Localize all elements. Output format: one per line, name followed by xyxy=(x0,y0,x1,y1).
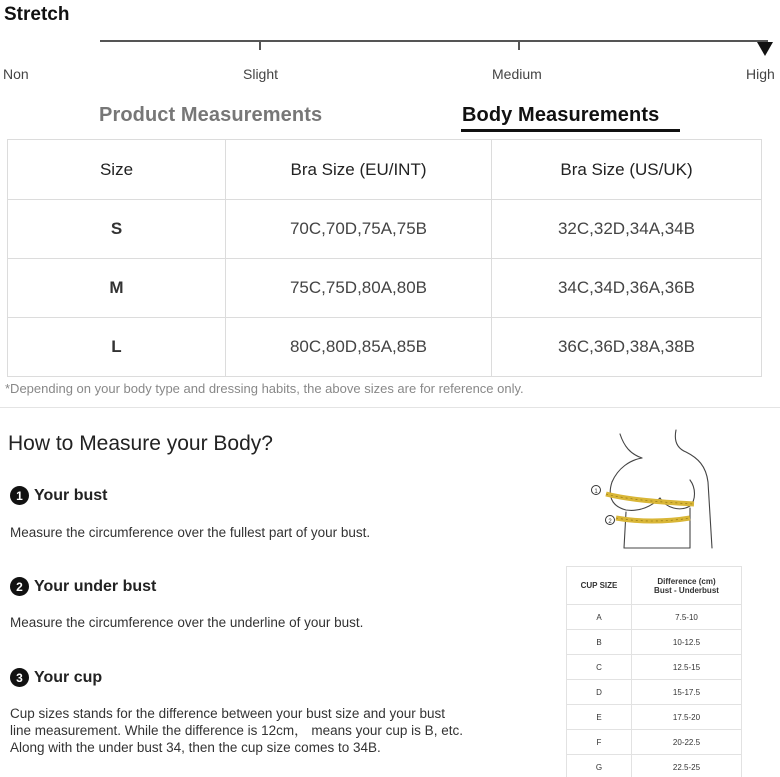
active-tab-underline xyxy=(461,129,680,132)
cup-size-table xyxy=(566,566,742,777)
table-row xyxy=(567,605,742,630)
table-row xyxy=(8,200,762,259)
section-divider xyxy=(0,407,780,408)
diff-cell: 22.5-25 xyxy=(632,755,742,777)
cup-header-line: Difference (cm) xyxy=(657,576,716,586)
size-table-header-eu: Bra Size (EU/INT) xyxy=(226,140,492,200)
table-row xyxy=(567,680,742,705)
diff-cell: 20-22.5 xyxy=(632,730,742,755)
step-cup-description xyxy=(10,705,463,756)
size-table-header-size: Size xyxy=(8,140,226,200)
diff-cell: 10-12.5 xyxy=(632,630,742,655)
step-bust-description: Measure the circumference over the fullest part of your bust. xyxy=(10,525,371,540)
step-title: Your cup xyxy=(34,668,103,686)
diff-cell: 12.5-15 xyxy=(632,655,742,680)
cup-cell: B xyxy=(567,630,632,655)
figure-label-one: 1 xyxy=(594,489,598,495)
eu-size-cell: 75C,75D,80A,80B xyxy=(226,259,492,318)
step-bust-heading xyxy=(10,486,107,505)
size-table xyxy=(7,139,762,377)
table-row xyxy=(567,655,742,680)
tab-body-measurements[interactable]: Body Measurements xyxy=(462,104,660,126)
table-row xyxy=(567,730,742,755)
cup-cell: F xyxy=(567,730,632,755)
cup-cell: G xyxy=(567,755,632,777)
table-row xyxy=(567,705,742,730)
diff-cell: 7.5-10 xyxy=(632,605,742,630)
number-one-icon: 1 xyxy=(10,486,29,505)
us-size-cell: 32C,32D,34A,34B xyxy=(492,200,762,259)
table-row xyxy=(8,318,762,377)
stretch-label-non: Non xyxy=(3,66,29,82)
how-to-measure-title: How to Measure your Body? xyxy=(8,432,273,455)
step-under-bust-description: Measure the circumference over the underline of your bust. xyxy=(10,615,364,630)
stretch-selected-marker-icon xyxy=(757,42,773,56)
table-row xyxy=(567,630,742,655)
cup-cell: A xyxy=(567,605,632,630)
cup-cell: E xyxy=(567,705,632,730)
diff-cell: 15-17.5 xyxy=(632,680,742,705)
stretch-label-slight: Slight xyxy=(243,66,279,82)
table-row xyxy=(567,755,742,777)
us-size-cell: 36C,36D,38A,38B xyxy=(492,318,762,377)
step-cup-line: line measurement. While the difference is 12cm， means your cup is B, etc. xyxy=(10,723,463,738)
cup-size-table-container xyxy=(566,566,742,777)
step-title: Your under bust xyxy=(34,577,157,595)
cup-header-line: Bust - Underbust xyxy=(654,585,719,595)
step-cup-line: Along with the under bust 34, then the cup size comes to 34B. xyxy=(10,740,381,755)
stretch-title: Stretch xyxy=(4,4,70,25)
cup-table-header-diff xyxy=(632,567,742,605)
cup-table-header-cup: CUP SIZE xyxy=(567,567,632,605)
tab-product-measurements[interactable]: Product Measurements xyxy=(99,104,323,126)
size-cell: M xyxy=(8,259,226,318)
eu-size-cell: 80C,80D,85A,85B xyxy=(226,318,492,377)
cup-cell: C xyxy=(567,655,632,680)
stretch-tick-slight xyxy=(259,41,261,50)
cup-cell: D xyxy=(567,680,632,705)
bust-measurement-illustration xyxy=(590,428,720,552)
table-row xyxy=(8,259,762,318)
size-cell: L xyxy=(8,318,226,377)
number-three-icon: 3 xyxy=(10,668,29,687)
stretch-scale-line xyxy=(100,40,768,42)
cup-table-header-row xyxy=(567,567,742,605)
step-cup-line: Cup sizes stands for the difference between your bust size and your bust xyxy=(10,706,445,721)
size-table-header-row xyxy=(8,140,762,200)
size-disclaimer: *Depending on your body type and dressing habits, the above sizes are for reference only. xyxy=(5,381,524,396)
size-cell: S xyxy=(8,200,226,259)
diff-cell: 17.5-20 xyxy=(632,705,742,730)
us-size-cell: 34C,34D,36A,36B xyxy=(492,259,762,318)
stretch-label-high: High xyxy=(746,66,775,82)
figure-label-two: 2 xyxy=(608,519,612,525)
number-two-icon: 2 xyxy=(10,577,29,596)
step-cup-heading xyxy=(10,668,102,687)
step-title: Your bust xyxy=(34,486,108,504)
size-table-header-us: Bra Size (US/UK) xyxy=(492,140,762,200)
stretch-tick-medium xyxy=(518,41,520,50)
step-under-bust-heading xyxy=(10,577,156,596)
eu-size-cell: 70C,70D,75A,75B xyxy=(226,200,492,259)
stretch-label-medium: Medium xyxy=(492,66,542,82)
